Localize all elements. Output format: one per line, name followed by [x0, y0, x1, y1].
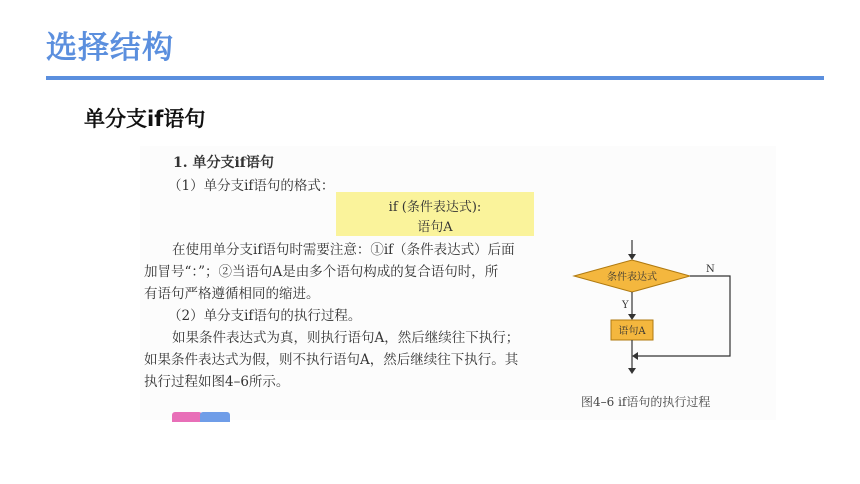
condition-label: 条件表达式: [607, 272, 657, 283]
item-2-text: （2）单分支if语句的执行过程。: [168, 308, 362, 324]
process-line: 如果条件表达式为真，则执行语句A，然后继续往下执行；: [172, 330, 520, 346]
blue-tile: [200, 412, 230, 422]
if-flowchart: [570, 232, 740, 382]
entry-arrow: [628, 254, 636, 260]
slide-title: 选择结构: [46, 30, 174, 66]
exit-arrow: [628, 368, 636, 374]
note-line: 有语句严格遵循相同的缩进。: [144, 286, 320, 302]
process-line: 执行过程如图4–6所示。: [144, 374, 290, 390]
item-1-text: （1）单分支if语句的格式：: [168, 178, 335, 194]
pink-tile: [172, 412, 202, 422]
note-line: 加冒号“：”；②当语句A是由多个语句构成的复合语句时，所: [144, 264, 499, 280]
figure-caption: 图4–6 if语句的执行过程: [581, 395, 711, 409]
yes-label: Y: [622, 300, 629, 311]
yes-arrow: [628, 314, 636, 320]
decorative-tiles: [172, 412, 232, 422]
no-branch-arrow: [632, 352, 638, 360]
slide-subtitle: 单分支if语句: [84, 107, 206, 131]
statement-label: 语句A: [618, 326, 646, 337]
section-heading: 1. 单分支if语句: [173, 155, 274, 171]
process-line: 如果条件表达式为假，则不执行语句A，然后继续往下执行。其: [144, 352, 519, 368]
no-branch-line: [634, 276, 730, 356]
title-divider: [46, 76, 824, 80]
syntax-line-1: if (条件表达式):: [388, 200, 482, 215]
textbook-excerpt: [140, 146, 776, 420]
no-label: N: [706, 264, 715, 275]
note-line: 在使用单分支if语句时需要注意：①if（条件表达式）后面: [172, 242, 515, 258]
syntax-line-2: 语句A: [417, 220, 453, 235]
syntax-box: [336, 192, 534, 236]
